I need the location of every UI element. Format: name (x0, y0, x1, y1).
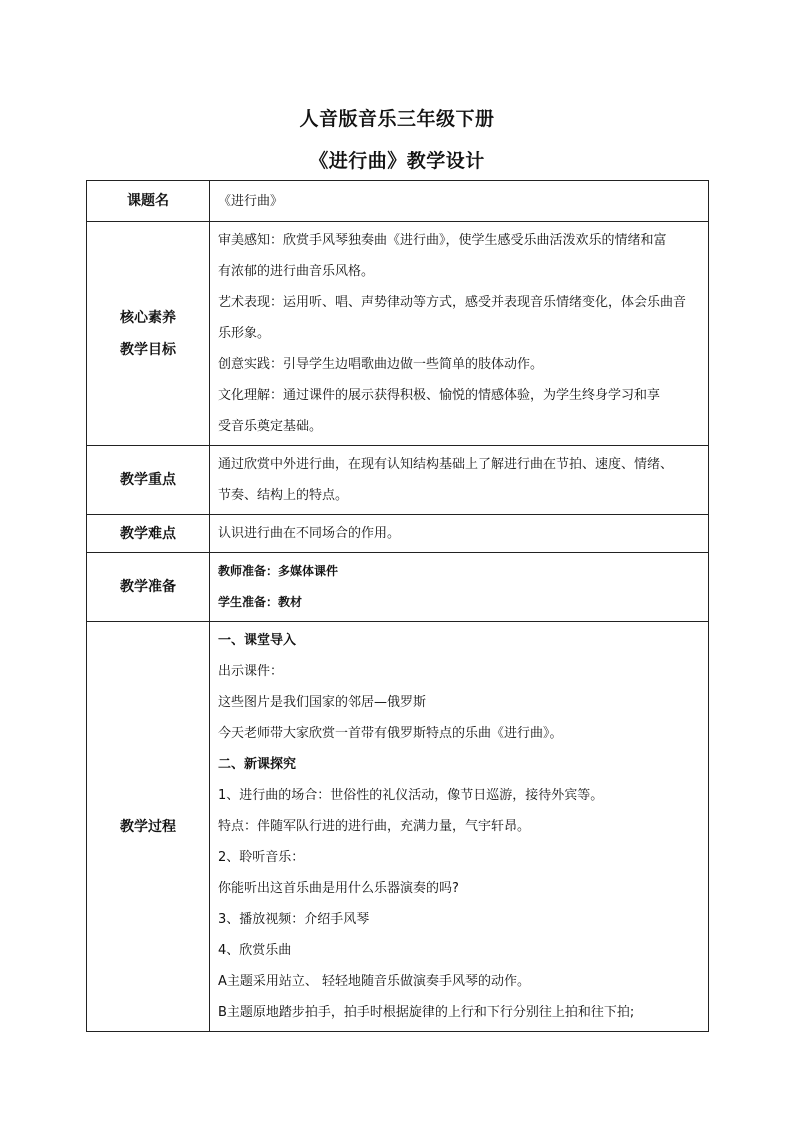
core-line: 文化理解：通过课件的展示获得积极、愉悦的情感体验，为学生终身学习和享 (218, 388, 661, 403)
value-key-points (210, 446, 709, 515)
core-line: 创意实践：引导学生边唱歌曲边做一些简单的肢体动作。 (218, 357, 544, 372)
prep-line: 学生准备：教材 (218, 595, 303, 609)
table-row-topic (87, 181, 709, 222)
process-line: B主题原地踏步拍手，拍手时根据旋律的上行和下行分别往上拍和往下拍; (218, 1005, 635, 1020)
process-line: 4、欣赏乐曲 (218, 943, 292, 958)
core-line: 审美感知：欣赏手风琴独奏曲《进行曲》，使学生感受乐曲活泼欢乐的情绪和富 (218, 233, 667, 248)
process-heading: 二、新课探究 (218, 757, 297, 772)
difficulty-value: 认识进行曲在不同场合的作用。 (218, 526, 401, 541)
value-preparation (210, 553, 709, 622)
label-preparation: 教学准备 (87, 553, 210, 622)
core-line: 有浓郁的进行曲音乐风格。 (218, 264, 375, 279)
value-process (210, 622, 709, 1032)
value-difficulty (210, 515, 709, 553)
table-row-preparation (87, 553, 709, 622)
label-difficulty: 教学难点 (87, 515, 210, 553)
process-heading: 一、课堂导入 (218, 633, 297, 648)
process-line: 这些图片是我们国家的邻居—俄罗斯 (218, 695, 427, 710)
value-core-goals (210, 222, 709, 446)
label-core-line-1: 核心素养 (120, 309, 176, 326)
label-core-line-2: 教学目标 (120, 341, 176, 358)
topic-value: 《进行曲》 (218, 193, 284, 209)
core-line: 乐形象。 (218, 326, 271, 341)
process-line: 你能听出这首乐曲是用什么乐器演奏的吗? (218, 881, 459, 896)
key-line: 节奏、结构上的特点。 (218, 488, 349, 503)
table-row-core-goals (87, 222, 709, 446)
label-process: 教学过程 (87, 622, 210, 1032)
process-line: 今天老师带大家欣赏一首带有俄罗斯特点的乐曲《进行曲》。 (218, 726, 563, 741)
process-line: 1、进行曲的场合：世俗性的礼仪活动，像节日巡游，接待外宾等。 (218, 788, 604, 803)
lesson-plan-table (86, 180, 709, 1032)
core-line: 艺术表现：运用听、唱、声势律动等方式，感受并表现音乐情绪变化，体会乐曲音 (218, 295, 687, 310)
table-row-key-points (87, 446, 709, 515)
table-row-process (87, 622, 709, 1032)
label-core-goals (87, 222, 210, 446)
document-title: 人音版音乐三年级下册 (299, 108, 495, 130)
label-topic: 课题名 (87, 181, 210, 222)
process-line: 特点：伴随军队行进的进行曲，充满力量，气宇轩昂。 (218, 819, 531, 834)
document-subtitle: 《进行曲》教学设计 (309, 150, 485, 172)
process-line: 2、聆听音乐： (218, 850, 305, 865)
prep-line: 教师准备：多媒体课件 (218, 564, 339, 578)
core-line: 受音乐奠定基础。 (218, 419, 323, 434)
label-key-points: 教学重点 (87, 446, 210, 515)
process-line: A主题采用站立、 轻轻地随音乐做演奏手风琴的动作。 (218, 974, 531, 989)
process-line: 出示课件： (218, 664, 284, 679)
table-row-difficulty (87, 515, 709, 553)
key-line: 通过欣赏中外进行曲，在现有认知结构基础上了解进行曲在节拍、速度、情绪、 (218, 457, 674, 472)
process-line: 3、播放视频：介绍手风琴 (218, 912, 370, 927)
value-topic (210, 181, 709, 222)
